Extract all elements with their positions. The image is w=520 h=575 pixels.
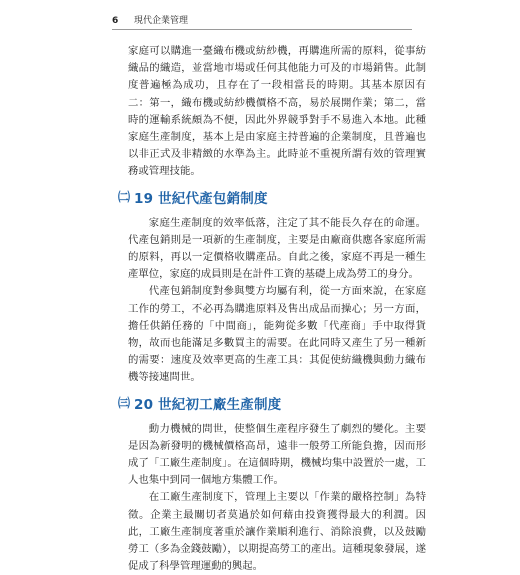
page-number: 6 bbox=[112, 16, 119, 26]
section-title: 20 世紀初工廠生產制度 bbox=[134, 396, 282, 413]
paragraph: 在工廠生產制度下，管理上主要以「作業的嚴格控制」為特徵。企業主最關切者莫過於如何藉由投資獲得最大的利潤。因此，工廠生產制度著重於讓作業順利進行、消除浪費，以及鼓勵勞工（多為金錢鼓勵），以期提高勞工的產出。這種現象發展，遂促成了科學管理運動的興起。 bbox=[128, 491, 426, 573]
paragraph: 家庭生產制度的效率低落，注定了其不能長久存在的命運。代產包銷則是一項新的生產制度，主要是由廠商供應各家庭所需的原料，再以一定價格收購產品。自此之後，家庭不再是一種生產單位，家庭的成員則是在計件工資的基礎上成為勞工的身分。 bbox=[128, 216, 426, 281]
section-heading-19th-century bbox=[116, 186, 426, 208]
paragraph: 動力機械的問世，使整個生產程序發生了劇烈的變化。主要是因為新發明的機械價格高昂，遠非一般勞工所能負擔，因而形成了「工廠生產制度」。在這個時期，機械均集中設置於一處，工人也集中到同一個地方集體工作。 bbox=[128, 422, 426, 487]
section-title: 19 世紀代產包銷制度 bbox=[134, 190, 268, 207]
paragraph: 代產包銷制度對參與雙方均屬有利，從一方面來說，在家庭工作的勞工，不必再為購進原料及售出成品而操心；另一方面，擔任供銷任務的「中間商」，能夠從多數「代產商」手中取得貨物，故而也能滿足多數買主的需要。在此同時又產生了另一種新的需要：速度及效率更高的生產工具：其促使紡織機與動力織布機等接連問世。 bbox=[128, 285, 426, 384]
section-heading-20th-century bbox=[116, 392, 426, 414]
page-body bbox=[117, 43, 426, 575]
page-header bbox=[112, 14, 412, 30]
section-marker: ㈡ bbox=[117, 190, 130, 205]
section-marker: ㈢ bbox=[117, 396, 130, 411]
intro-paragraph: 家庭可以購進一臺織布機或紡紗機，再購進所需的原料，從事紡織品的織造，並當地市場或任何其他能力可及的市場銷售。此制度普遍極為成功，且存在了一段相當長的時期。其基本原因有二：第一，織布機或紡紗機價格不高，易於展開作業；第二，當時的運輸系統頗為不便，因此外界競爭對手不易進入本地。此種家庭生產制度，基本上是由家庭主持普遍的企業制度，且普遍也以非正式及非精緻的水準為主。此時並不重視所謂有效的管理實務或管理技能。 bbox=[128, 45, 426, 178]
header-rule bbox=[112, 29, 412, 30]
running-title: 現代企業管理 bbox=[134, 16, 189, 26]
